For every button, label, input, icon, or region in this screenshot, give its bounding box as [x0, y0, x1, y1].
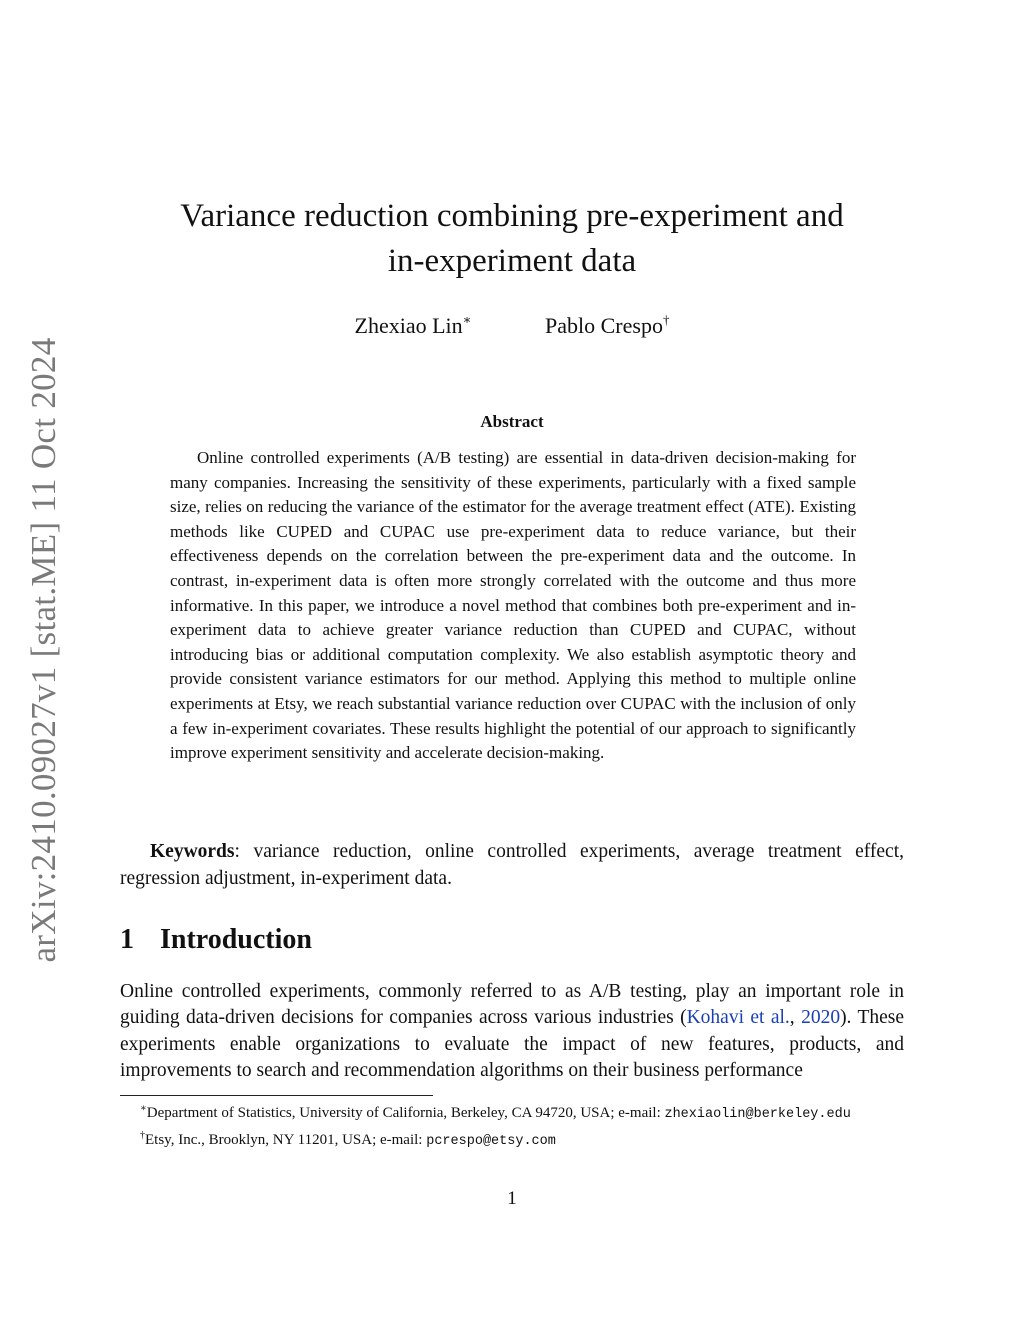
footnote-2-mark: †	[140, 1130, 145, 1141]
keywords-paragraph	[120, 838, 904, 892]
footnote-2	[120, 1125, 904, 1152]
footnotes	[120, 1098, 904, 1152]
citation-separator: ,	[789, 1007, 802, 1029]
citation-link-year[interactable]: 2020	[801, 1007, 841, 1029]
footnote-1	[120, 1098, 904, 1125]
page-number: 1	[507, 1188, 517, 1209]
intro-text-1: Online controlled experiments, commonly referred to as A/B testing, play an important role in guiding data-driven decisions for companies across various industries (	[120, 981, 904, 1029]
author-2-name: Pablo Crespo	[545, 313, 663, 338]
footnote-2-text: Etsy, Inc., Brooklyn, NY 11201, USA; e-mail:	[145, 1132, 427, 1148]
citation-link-author[interactable]: Kohavi et al.	[686, 1007, 790, 1029]
section-heading	[120, 924, 312, 956]
author-2-mark: †	[662, 312, 670, 327]
abstract-heading: Abstract	[480, 412, 544, 431]
intro-paragraph	[120, 979, 904, 1084]
author-1-mark: ∗	[462, 312, 472, 327]
footnote-1-email: zhexiaolin@berkeley.edu	[664, 1107, 851, 1122]
keywords-text: : variance reduction, online controlled experiments, average treatment effect, regression adjustment, in-experiment data.	[120, 841, 904, 889]
author-list	[120, 312, 904, 339]
author-2	[545, 312, 669, 339]
footnote-rule	[120, 1095, 433, 1096]
section-number: 1	[120, 924, 134, 955]
abstract-text: Online controlled experiments (A/B testing) are essential in data-driven decision-making for many companies. Increasing the sensitivity of these experiments, particularly with a fixed sample size, relies on reducing the variance of the estimator for the average treatment effect (ATE). Existing methods like CUPED and CUPAC use pre-experiment data to reduce variance, but their effectiveness depends on the correlation between the pre-experiment data and the outcome. In contrast, in-experiment data is often more strongly correlated with the outcome and thus more informative. In this paper, we introduce a novel method that combines both pre-experiment and in-experiment data to achieve greater variance reduction than CUPED and CUPAC, without introducing bias or additional computation complexity. We also establish asymptotic theory and provide consistent variance estimators for our method. Applying this method to multiple online experiments at Etsy, we reach substantial variance reduction over CUPAC with the inclusion of only a few in-experiment covariates. These results highlight the potential of our approach to significantly improve experiment sensitivity and accelerate decision-making.	[170, 448, 856, 763]
intro-text-2: ). These experiments enable organizations to evaluate the impact of new features, products, and improvements to search and recommendation algorithms on their business performance	[120, 1007, 905, 1081]
footnote-1-mark: ∗	[140, 1103, 147, 1114]
footnote-2-email: pcrespo@etsy.com	[426, 1134, 556, 1149]
paper-title	[120, 194, 904, 284]
footnote-1-text: Department of Statistics, University of California, Berkeley, CA 94720, USA; e-mail:	[146, 1105, 665, 1121]
title-line-1: Variance reduction combining pre-experiment and	[180, 198, 844, 234]
arxiv-stamp: arXiv:2410.09027v1 [stat.ME] 11 Oct 2024	[24, 337, 63, 963]
keywords-label: Keywords	[150, 841, 235, 862]
author-1-name: Zhexiao Lin	[354, 313, 463, 338]
title-line-2: in-experiment data	[387, 243, 637, 279]
author-1	[355, 312, 472, 339]
section-title: Introduction	[160, 924, 312, 955]
